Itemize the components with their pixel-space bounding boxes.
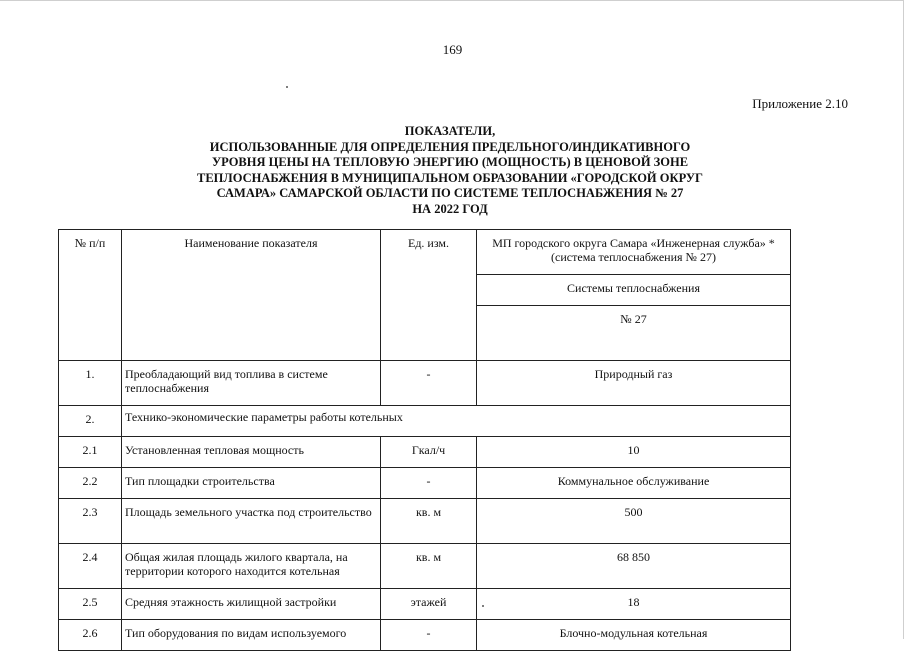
header-unit: Ед. изм.	[381, 230, 477, 361]
row-num: 2.4	[59, 544, 122, 589]
scan-speck	[482, 605, 484, 607]
row-num: 2.1	[59, 437, 122, 468]
row-value: 18	[477, 589, 791, 620]
section-title: Технико-экономические параметры работы котельных	[122, 406, 791, 437]
table-row	[59, 499, 791, 544]
indicators-table	[58, 229, 791, 651]
title-line: ПОКАЗАТЕЛИ,	[404, 124, 496, 138]
title-line: НА 2022 ГОД	[412, 201, 488, 216]
row-value: Блочно-модульная котельная	[477, 620, 791, 651]
document-title	[120, 124, 780, 217]
header-num: № п/п	[59, 230, 122, 361]
appendix-label: Приложение 2.10	[752, 96, 848, 111]
table-row	[59, 620, 791, 651]
title-line: УРОВНЯ ЦЕНЫ НА ТЕПЛОВУЮ ЭНЕРГИЮ (МОЩНОСТЬ) В ЦЕНОВОЙ ЗОНЕ	[211, 155, 689, 169]
row-num: 2.2	[59, 468, 122, 499]
table-row	[59, 437, 791, 468]
scan-speck	[286, 86, 288, 88]
table-row	[59, 544, 791, 589]
title-line: САМАРА» САМАРСКОЙ ОБЛАСТИ ПО СИСТЕМЕ ТЕПЛОСНАБЖЕНИЯ № 27	[216, 186, 684, 200]
row-name: Средняя этажность жилищной застройки	[122, 589, 381, 620]
table-section-row	[59, 406, 791, 437]
table-row	[59, 361, 791, 406]
row-unit: Гкал/ч	[381, 437, 477, 468]
row-name: Установленная тепловая мощность	[122, 437, 381, 468]
page-number: 169	[442, 42, 463, 57]
row-num: 1.	[59, 361, 122, 406]
row-value: 10	[477, 437, 791, 468]
row-unit: кв. м	[381, 499, 477, 544]
header-org: МП городского округа Самара «Инженерная служба» * (система теплоснабжения № 27)	[477, 230, 791, 275]
row-name: Тип оборудования по видам используемого	[122, 620, 381, 651]
row-name: Общая жилая площадь жилого квартала, на территории которого находится котельная	[122, 544, 381, 589]
row-num: 2.6	[59, 620, 122, 651]
table-row	[59, 468, 791, 499]
row-value: Природный газ	[477, 361, 791, 406]
header-systems: Системы теплоснабжения	[477, 275, 791, 306]
row-name: Преобладающий вид топлива в системе теплоснабжения	[122, 361, 381, 406]
header-system-no: № 27	[477, 306, 791, 361]
table-header-row	[59, 230, 791, 275]
row-unit: -	[381, 361, 477, 406]
row-unit: -	[381, 620, 477, 651]
title-line: ИСПОЛЬЗОВАННЫЕ ДЛЯ ОПРЕДЕЛЕНИЯ ПРЕДЕЛЬНОГО/ИНДИКАТИВНОГО	[209, 139, 691, 154]
row-value: 500	[477, 499, 791, 544]
row-value: 68 850	[477, 544, 791, 589]
row-num: 2.	[59, 406, 122, 437]
row-unit: -	[381, 468, 477, 499]
row-num: 2.3	[59, 499, 122, 544]
row-unit: этажей	[381, 589, 477, 620]
row-name: Площадь земельного участка под строительство	[122, 499, 381, 544]
title-line: ТЕПЛОСНАБЖЕНИЯ В МУНИЦИПАЛЬНОМ ОБРАЗОВАНИИ «ГОРОДСКОЙ ОКРУГ	[196, 170, 704, 185]
row-value: Коммунальное обслуживание	[477, 468, 791, 499]
header-name: Наименование показателя	[122, 230, 381, 361]
row-name: Тип площадки строительства	[122, 468, 381, 499]
table-row	[59, 589, 791, 620]
row-num: 2.5	[59, 589, 122, 620]
row-unit: кв. м	[381, 544, 477, 589]
